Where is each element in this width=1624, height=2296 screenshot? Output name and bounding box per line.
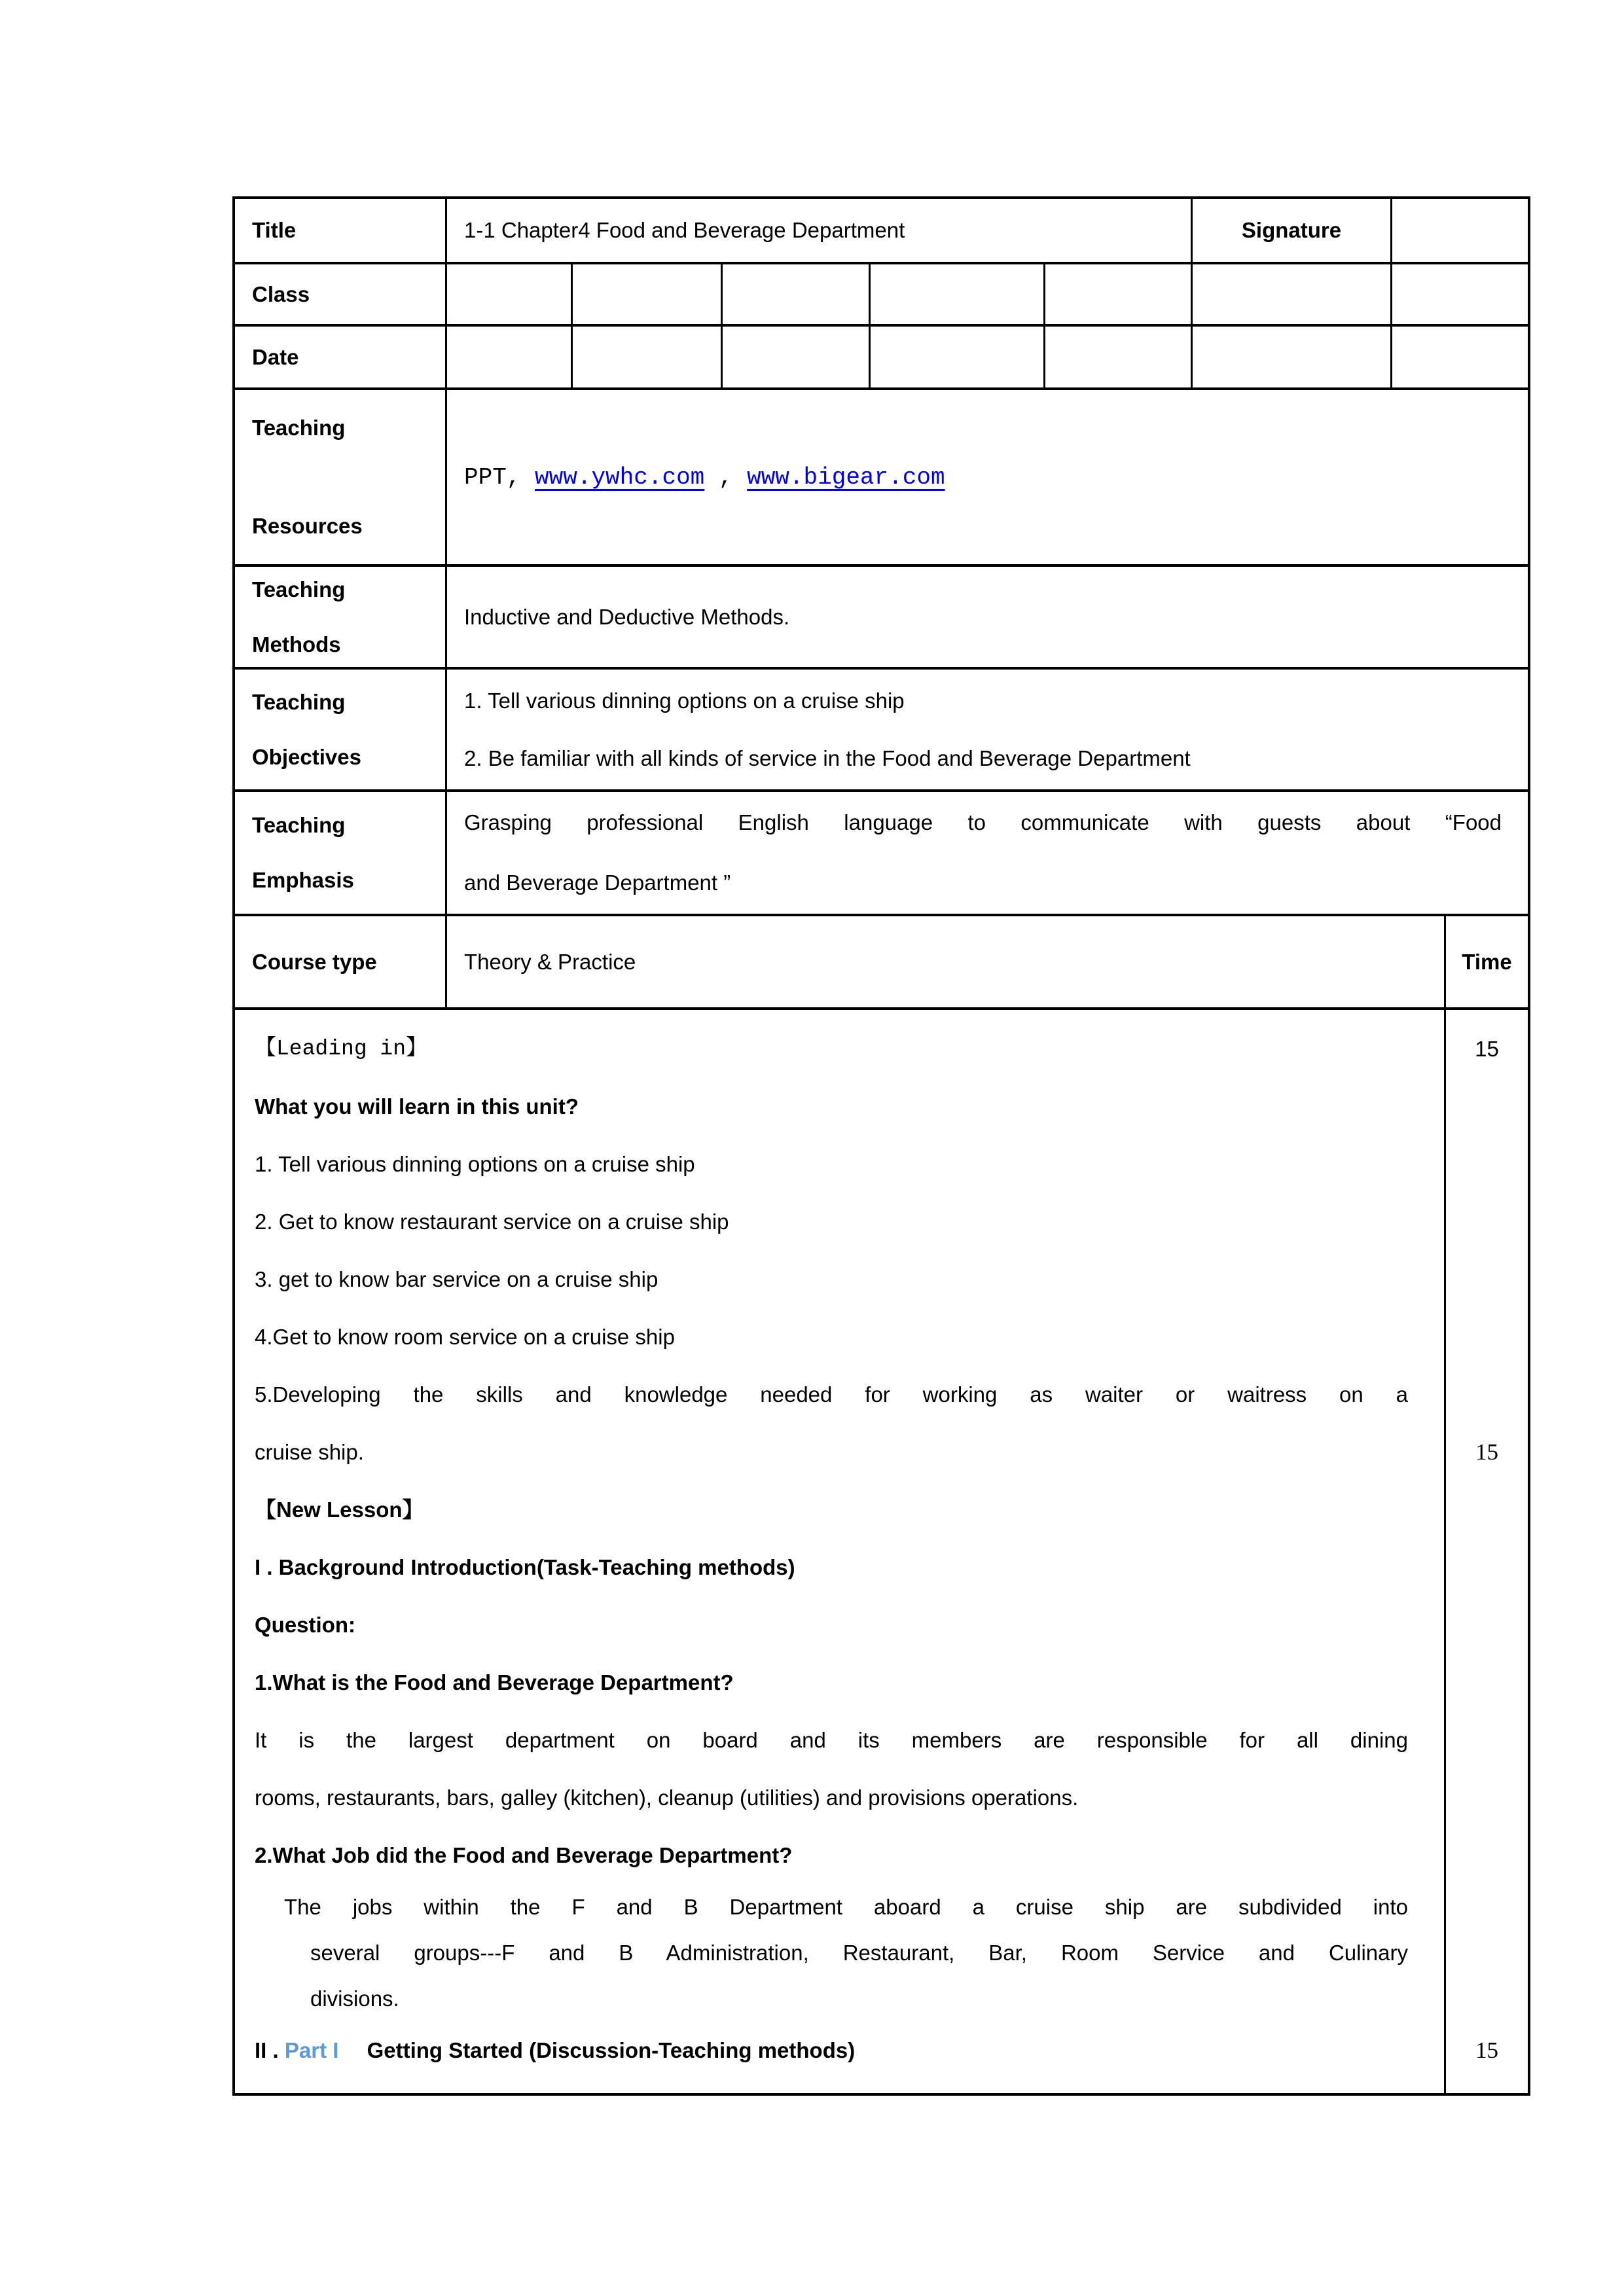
teaching-emphasis-label-line1: Teaching — [252, 813, 346, 837]
section-2-heading — [255, 2022, 1408, 2079]
signature-value-cell — [1390, 199, 1528, 262]
objectives-line-1: 1. Tell various dinning options on a cruise ship — [464, 688, 905, 713]
teaching-resources-label — [235, 390, 445, 564]
link-bigear[interactable]: www.bigear.com — [747, 463, 945, 491]
class-cell-6 — [1191, 264, 1390, 324]
answer-1-line-2: rooms, restaurants, bars, galley (kitchen), cleanup (utilities) and provisions operations. — [255, 1785, 1079, 1810]
lesson-plan-table — [232, 196, 1530, 2096]
class-cell-1 — [445, 264, 571, 324]
teaching-resources-row — [235, 387, 1528, 564]
question-1-heading: 1.What is the Food and Beverage Department? — [255, 1670, 734, 1695]
teaching-methods-label-line2: Methods — [252, 632, 341, 656]
date-cell-7 — [1390, 327, 1528, 387]
course-type-value: Theory & Practice — [445, 916, 1444, 1007]
time-value-1: 15 — [1475, 1037, 1499, 1061]
teaching-resources-label-line2: Resources — [252, 514, 363, 538]
teaching-methods-label-line1: Teaching — [252, 577, 346, 601]
leading-in-heading: 【Leading in】 — [255, 1037, 428, 1061]
teaching-emphasis-label — [235, 792, 445, 914]
answer-1-line-1: It is the largest department on board and its members are responsible for all dining — [255, 1728, 1408, 1752]
course-type-row — [235, 914, 1528, 1007]
date-cell-5 — [1043, 327, 1191, 387]
time-column — [1444, 1010, 1528, 2093]
unit-item-1: 1. Tell various dinning options on a cruise ship — [255, 1152, 695, 1176]
date-cell-4 — [869, 327, 1043, 387]
class-cell-7 — [1390, 264, 1528, 324]
class-label: Class — [252, 281, 310, 306]
teaching-objectives-label — [235, 670, 445, 789]
course-type-label: Course type — [252, 949, 377, 974]
unit-item-3: 3. get to know bar service on a cruise ship — [255, 1267, 659, 1291]
title-value: 1-1 Chapter4 Food and Beverage Department — [445, 199, 1191, 262]
teaching-objectives-row — [235, 667, 1528, 789]
time-value-2: 15 — [1475, 1439, 1498, 1465]
unit-item-5-line-1: 5.Developing the skills and knowledge needed for working as waiter or waitress on a — [255, 1382, 1408, 1407]
class-row — [235, 262, 1528, 324]
time-value-3: 15 — [1475, 2037, 1498, 2063]
date-cell-6 — [1191, 327, 1390, 387]
class-cell-4 — [869, 264, 1043, 324]
date-cell-3 — [721, 327, 869, 387]
what-you-will-learn-heading: What you will learn in this unit? — [255, 1094, 579, 1119]
objectives-line-2: 2. Be familiar with all kinds of service in the Food and Beverage Department — [464, 745, 1191, 770]
date-row — [235, 324, 1528, 387]
new-lesson-heading: 【New Lesson】 — [255, 1498, 424, 1522]
teaching-methods-row — [235, 564, 1528, 667]
title-label: Title — [252, 218, 297, 242]
question-heading: Question: — [255, 1613, 355, 1637]
lesson-body-row — [235, 1007, 1528, 2093]
unit-item-5-line-2: cruise ship. — [255, 1440, 364, 1464]
emphasis-line-2: and Beverage Department ” — [464, 870, 731, 895]
teaching-objectives-value — [445, 670, 1528, 789]
lesson-body-content — [235, 1010, 1444, 2093]
teaching-resources-label-line1: Teaching — [252, 416, 346, 440]
emphasis-line-1: Grasping professional English language to communicate with guests about “Food — [464, 810, 1502, 834]
title-row — [235, 199, 1528, 262]
date-label: Date — [252, 344, 299, 369]
link-ywhc[interactable]: www.ywhc.com — [535, 463, 705, 491]
signature-label: Signature — [1191, 199, 1390, 262]
teaching-emphasis-label-line2: Emphasis — [252, 868, 354, 892]
teaching-objectives-label-line1: Teaching — [252, 689, 346, 714]
date-cell-2 — [571, 327, 721, 387]
unit-item-2: 2. Get to know restaurant service on a cruise ship — [255, 1210, 729, 1234]
date-cell-1 — [445, 327, 571, 387]
teaching-resources-value — [445, 390, 1528, 564]
class-cell-2 — [571, 264, 721, 324]
teaching-methods-value: Inductive and Deductive Methods. — [445, 567, 1528, 667]
unit-item-4: 4.Get to know room service on a cruise ship — [255, 1325, 675, 1349]
time-header-label: Time — [1444, 916, 1528, 1007]
class-cell-5 — [1043, 264, 1191, 324]
resources-prefix: PPT, — [464, 463, 535, 491]
answer-2-line-3: divisions. — [310, 1986, 399, 2011]
section-2-title: Getting Started (Discussion-Teaching methods) — [367, 2038, 856, 2062]
teaching-objectives-label-line2: Objectives — [252, 744, 361, 769]
section-1-heading: I . Background Introduction(Task-Teaching methods) — [255, 1555, 795, 1579]
section-2-part-link[interactable]: Part I — [284, 2038, 339, 2062]
answer-2-line-2: several groups---F and B Administration, Restaurant, Bar, Room Service and Culinary — [310, 1941, 1408, 1965]
teaching-emphasis-row — [235, 789, 1528, 914]
teaching-emphasis-value — [445, 792, 1528, 914]
answer-2-line-1: The jobs within the F and B Department aboard a cruise ship are subdivided into — [284, 1895, 1408, 1919]
section-2-numeral: II . — [255, 2038, 279, 2062]
class-cell-3 — [721, 264, 869, 324]
teaching-methods-label — [235, 567, 445, 667]
resources-separator: , — [704, 463, 748, 491]
question-2-heading: 2.What Job did the Food and Beverage Department? — [255, 1843, 793, 1867]
